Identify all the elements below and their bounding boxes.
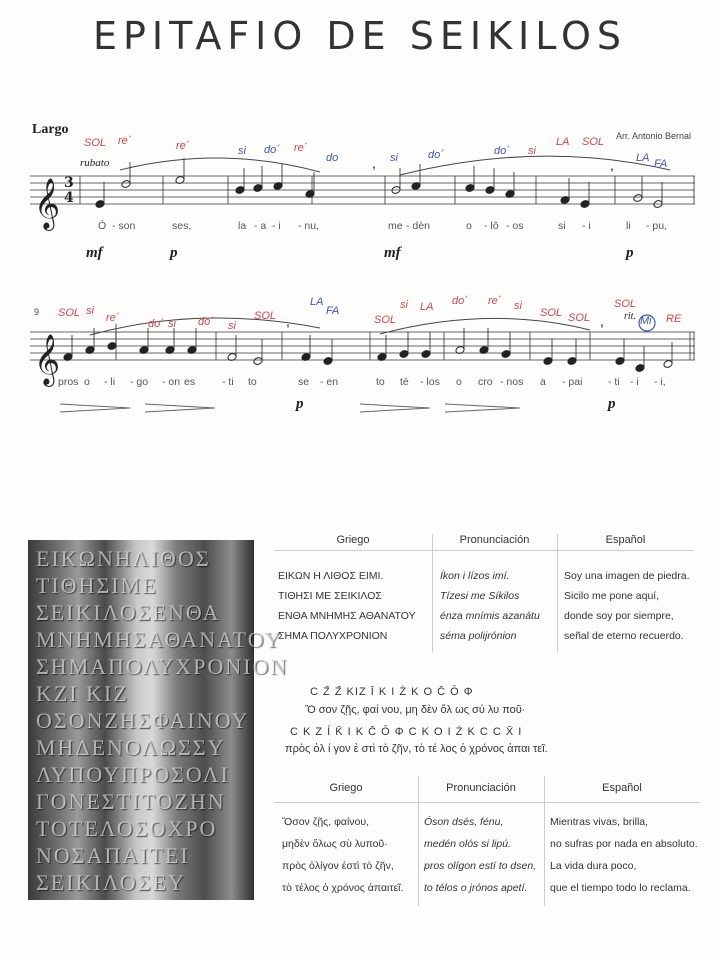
note-head: [633, 194, 643, 203]
slur: [120, 158, 320, 172]
note-head: [107, 342, 117, 351]
decrescendo-hairpin: [445, 404, 520, 412]
solfege-annotation: do´: [428, 149, 444, 161]
lyric-syllable: - i: [582, 220, 591, 232]
breath-mark: ,: [610, 157, 614, 173]
dynamic-marking: p: [608, 396, 616, 412]
solfege-annotation: do´: [494, 145, 510, 157]
lyric-syllable: - dèn: [406, 220, 430, 232]
page-title: EPITAFIO DE SEIKILOS: [92, 14, 628, 58]
note-head: [253, 357, 263, 366]
table-cell: La vida dura poco,: [550, 860, 637, 872]
stele-inscription-line: ΤΟΤΕΛΟΣΟΧΡΟ: [36, 816, 218, 841]
solfege-annotation: SOL: [254, 310, 277, 322]
solfege-annotation: do: [326, 152, 339, 164]
stele-inscription-line: ΟΣΟΝΖΗΣΦΑΙΝΟΥ: [36, 708, 250, 733]
lyric-syllable: es: [184, 376, 196, 388]
table-cell: pros olígon estí to dsen,: [424, 860, 537, 872]
lyric-syllable: o: [84, 376, 90, 388]
dynamic-marking: p: [170, 245, 178, 261]
lyric-syllable: - nu,: [298, 220, 320, 232]
lyric-syllable: li: [626, 220, 631, 232]
lyric-syllable: to: [248, 376, 257, 388]
note-head: [323, 357, 333, 366]
table-cell: ΕΝΘΑ ΜΝΗΜΗΣ ΑΘΑΝΑΤΟΥ: [278, 610, 416, 622]
table-cell: señal de eterno recuerdo.: [564, 630, 684, 642]
breath-mark: ,: [372, 155, 376, 171]
lyric-syllable: si: [558, 220, 566, 232]
table-cell: πρὸς ὀλίγον ἐστὶ τὸ ζῆν,: [282, 860, 394, 872]
lyric-syllable: - a: [254, 220, 267, 232]
greek-text-line-2: πρὸς ὀλ ί γον ἐ στὶ τὸ ζῆν, τὸ τέ λος ὁ χρόνος ἀπαι τεῖ.: [285, 743, 548, 755]
crescendo-hairpin: [360, 404, 430, 412]
solfege-annotation: do´: [148, 318, 164, 330]
tempo-marking: Largo: [32, 122, 69, 137]
solfege-annotation: FA: [326, 305, 340, 317]
lyric-syllable: - los: [420, 376, 440, 388]
table-cell: ΤΙΘΗΣΙ ΜΕ ΣΕΙΚΙΛΟΣ: [278, 590, 382, 602]
solfege-annotation: LA: [310, 296, 324, 308]
lyric-syllable: - li: [104, 376, 116, 388]
solfege-annotation: RE: [666, 313, 682, 325]
solfege-annotation: do´: [264, 144, 280, 156]
table-cell: Tízesi me Síkilos: [440, 590, 520, 602]
lyric-syllable: la: [238, 220, 247, 232]
solfege-annotation: si: [400, 299, 408, 311]
lyric-syllable: - ti: [222, 376, 234, 388]
solfege-annotation: re´: [294, 142, 308, 154]
note-head: [543, 357, 553, 366]
table-cell: Óson dsés, fénu,: [424, 816, 504, 828]
music-score: [0, 100, 720, 430]
stele-inscription-line: ΓΟΝΕΣΤΙΤΟΖΗΝ: [36, 789, 226, 814]
time-sig-top: 3: [64, 175, 74, 191]
solfege-annotation: SOL: [84, 137, 107, 149]
solfege-annotation: si: [228, 320, 236, 332]
table-cell: no sufras por nada en absoluto.: [550, 838, 698, 850]
lyric-syllable: Ó: [98, 220, 107, 232]
lyric-syllable: o: [466, 220, 472, 232]
arranger-credit: Arr. Antonio Bernal: [616, 131, 692, 141]
stele-inscription-line: ΤΙΘΗΣΙΜΕ: [36, 573, 158, 598]
solfege-annotation: re´: [118, 135, 132, 147]
greek-text-line-1: Ὅ σον ζῇς, φαί νου, μη δὲν ὅλ ως σύ λυ ποῦ·: [305, 704, 526, 716]
seikilos-stele-photo: [28, 540, 289, 900]
header-pronunciacion: Pronunciación: [446, 782, 516, 794]
note-head: [121, 180, 131, 189]
table-cell: to télos o jrónos apetí.: [424, 882, 528, 894]
header-espanol: Español: [605, 534, 646, 546]
breath-mark: ,: [600, 313, 604, 329]
staff-line-2: [30, 332, 695, 360]
lyric-syllable: té: [400, 376, 409, 388]
lyric-syllable: - son: [112, 220, 136, 232]
decrescendo-hairpin: [145, 404, 215, 412]
note-head: [635, 364, 645, 373]
measure-number: 9: [34, 307, 40, 317]
solfege-annotation: si: [390, 152, 398, 164]
treble-clef-1: 𝄞: [34, 178, 61, 229]
lyric-syllable: - ti: [608, 376, 620, 388]
stele-inscription-line: ΜΝΗΜΗΣΑΘΑΝΑΤΟΥ: [36, 627, 283, 652]
solfege-annotation: si: [514, 300, 522, 312]
expression-marking: rubato: [80, 157, 110, 169]
solfege-annotation: si: [168, 318, 176, 330]
table-cell: séma polijrónion: [440, 630, 517, 642]
note-head: [615, 357, 625, 366]
solfege-annotation: SOL: [540, 307, 563, 319]
lyric-syllable: - pu,: [646, 220, 668, 232]
lyric-syllable: - i,: [654, 376, 666, 388]
dynamic-marking: p: [626, 245, 634, 261]
table-cell: ΣΗΜΑ ΠΟΛΥΧΡΟΝΙΟΝ: [278, 630, 388, 642]
header-griego: Griego: [336, 534, 370, 546]
table-cell: Ὅσον ζῇς, φαίνου,: [282, 816, 370, 828]
lyric-syllable: me: [388, 220, 403, 232]
stele-inscription-line: ΣΗΜΑΠΟΛΥΧΡΟΝΙΟΝ: [36, 654, 289, 679]
solfege-annotation: re´: [488, 295, 502, 307]
note-head: [95, 200, 105, 209]
solfege-annotation: SOL: [374, 314, 397, 326]
lyric-syllable: - lô: [484, 220, 499, 232]
table-cell: énza mnímis azanátu: [440, 610, 540, 622]
lyric-syllable: cro: [478, 376, 493, 388]
stele-inscription-line: ΕΙΚΩΝΗΛΙΘΟΣ: [36, 546, 211, 571]
note-head: [235, 186, 245, 195]
crescendo-hairpin: [60, 404, 130, 412]
solfege-annotation: re´: [176, 140, 190, 152]
table-cell: que el tiempo todo lo reclama.: [550, 882, 691, 894]
lyric-syllable: ses,: [172, 220, 192, 232]
table-cell: Íkon i lízos imí.: [440, 570, 510, 582]
solfege-annotation: si: [528, 145, 536, 157]
table-cell: τὸ τέλος ὁ χρόνος ἀπαιτεῖ.: [282, 882, 404, 894]
table-cell: Sicilo me pone aquí,: [564, 590, 660, 602]
solfege-annotation: si: [86, 305, 94, 317]
ritardando-marking: rit.: [624, 311, 636, 322]
stele-inscription-line: ΣΕΙΚΙΛΟΣΕΥ: [36, 870, 186, 895]
solfege-annotation: si: [238, 145, 246, 157]
stele-inscription-line: ΚΖΙ ΚΙΖ: [36, 681, 129, 706]
lyric-syllable: to: [376, 376, 385, 388]
breath-mark: ,: [286, 313, 290, 329]
treble-clef-2: 𝄞: [34, 334, 61, 385]
table-cell: μηδὲν ὅλως σὺ λυποῦ·: [282, 838, 388, 850]
solfege-annotation: SOL: [58, 307, 81, 319]
note-head: [580, 200, 590, 209]
lyric-syllable: pros: [58, 376, 79, 388]
lyric-syllable: - en: [320, 376, 339, 388]
solfege-annotation: re´: [106, 312, 120, 324]
lyric-syllable: - i: [272, 220, 281, 232]
stele-inscription-line: ΣΕΙΚΙΛΟΣΕΝΘΑ: [36, 600, 221, 625]
note-head: [501, 350, 511, 359]
header-pronunciacion: Pronunciación: [459, 534, 530, 546]
lyric-syllable: se: [298, 376, 310, 388]
solfege-annotation: do´: [452, 295, 468, 307]
lyric-syllable: a: [540, 376, 546, 388]
note-head: [421, 350, 431, 359]
solfege-annotation: do´: [198, 316, 214, 328]
note-head: [399, 350, 409, 359]
table-cell: Mientras vivas, brilla,: [550, 816, 649, 828]
time-sig-bottom: 4: [64, 190, 74, 206]
header-griego: Griego: [329, 782, 363, 794]
solfege-annotation: Mi: [640, 315, 652, 327]
note-head: [663, 360, 673, 369]
stele-inscription-line: ΝΟΣΑΠΑΙΤΕΙ: [36, 843, 190, 868]
lyric-syllable: - on: [162, 376, 181, 388]
lyric-syllable: o: [456, 376, 462, 388]
solfege-annotation: LA: [636, 152, 650, 164]
lyric-syllable: - i: [630, 376, 639, 388]
note-head: [465, 184, 475, 193]
solfege-annotation: SOL: [568, 312, 591, 324]
solfege-annotation: FA: [654, 158, 668, 170]
table-cell: ΕΙΚΩΝ Η ΛΙΘΟΣ ΕΙΜΙ.: [278, 570, 384, 582]
note-head: [485, 186, 495, 195]
dynamic-marking: mf: [384, 245, 401, 261]
solfege-annotation: LA: [420, 301, 434, 313]
lyric-syllable: - go: [130, 376, 149, 388]
lyric-syllable: - pai: [562, 376, 583, 388]
dynamic-marking: mf: [86, 245, 103, 261]
ancient-notation-line-1: C Z̄ Z̄ KIZ Ī K I Ż K O C̄ Ō Φ: [310, 686, 474, 698]
dynamic-marking: p: [296, 396, 304, 412]
stele-inscription-line: ΜΗΔΕΝΟΛΩΣΣΥ: [36, 735, 226, 760]
table-cell: Soy una imagen de piedra.: [564, 570, 690, 582]
lyric-syllable: - nos: [500, 376, 524, 388]
header-espanol: Español: [602, 782, 642, 794]
table-cell: medén olós si lipú.: [424, 838, 511, 850]
stele-inscription-line: ΛΥΠΟΥΠΡΟΣΟΛΙ: [36, 762, 230, 787]
translation-table-2: [274, 772, 700, 912]
lyric-syllable: - os: [506, 220, 524, 232]
solfege-annotation: SOL: [614, 298, 637, 310]
note-head: [567, 357, 577, 366]
translation-table-1: [274, 528, 694, 658]
solfege-annotation: LA: [556, 136, 570, 148]
note-head: [253, 184, 263, 193]
solfege-annotation: SOL: [582, 136, 605, 148]
table-cell: donde soy por siempre,: [564, 610, 674, 622]
ancient-notation-line-2: C K Z Í K̄ I K C̄ Ō Φ C K O I Ż K C C X̄ I: [290, 726, 523, 738]
